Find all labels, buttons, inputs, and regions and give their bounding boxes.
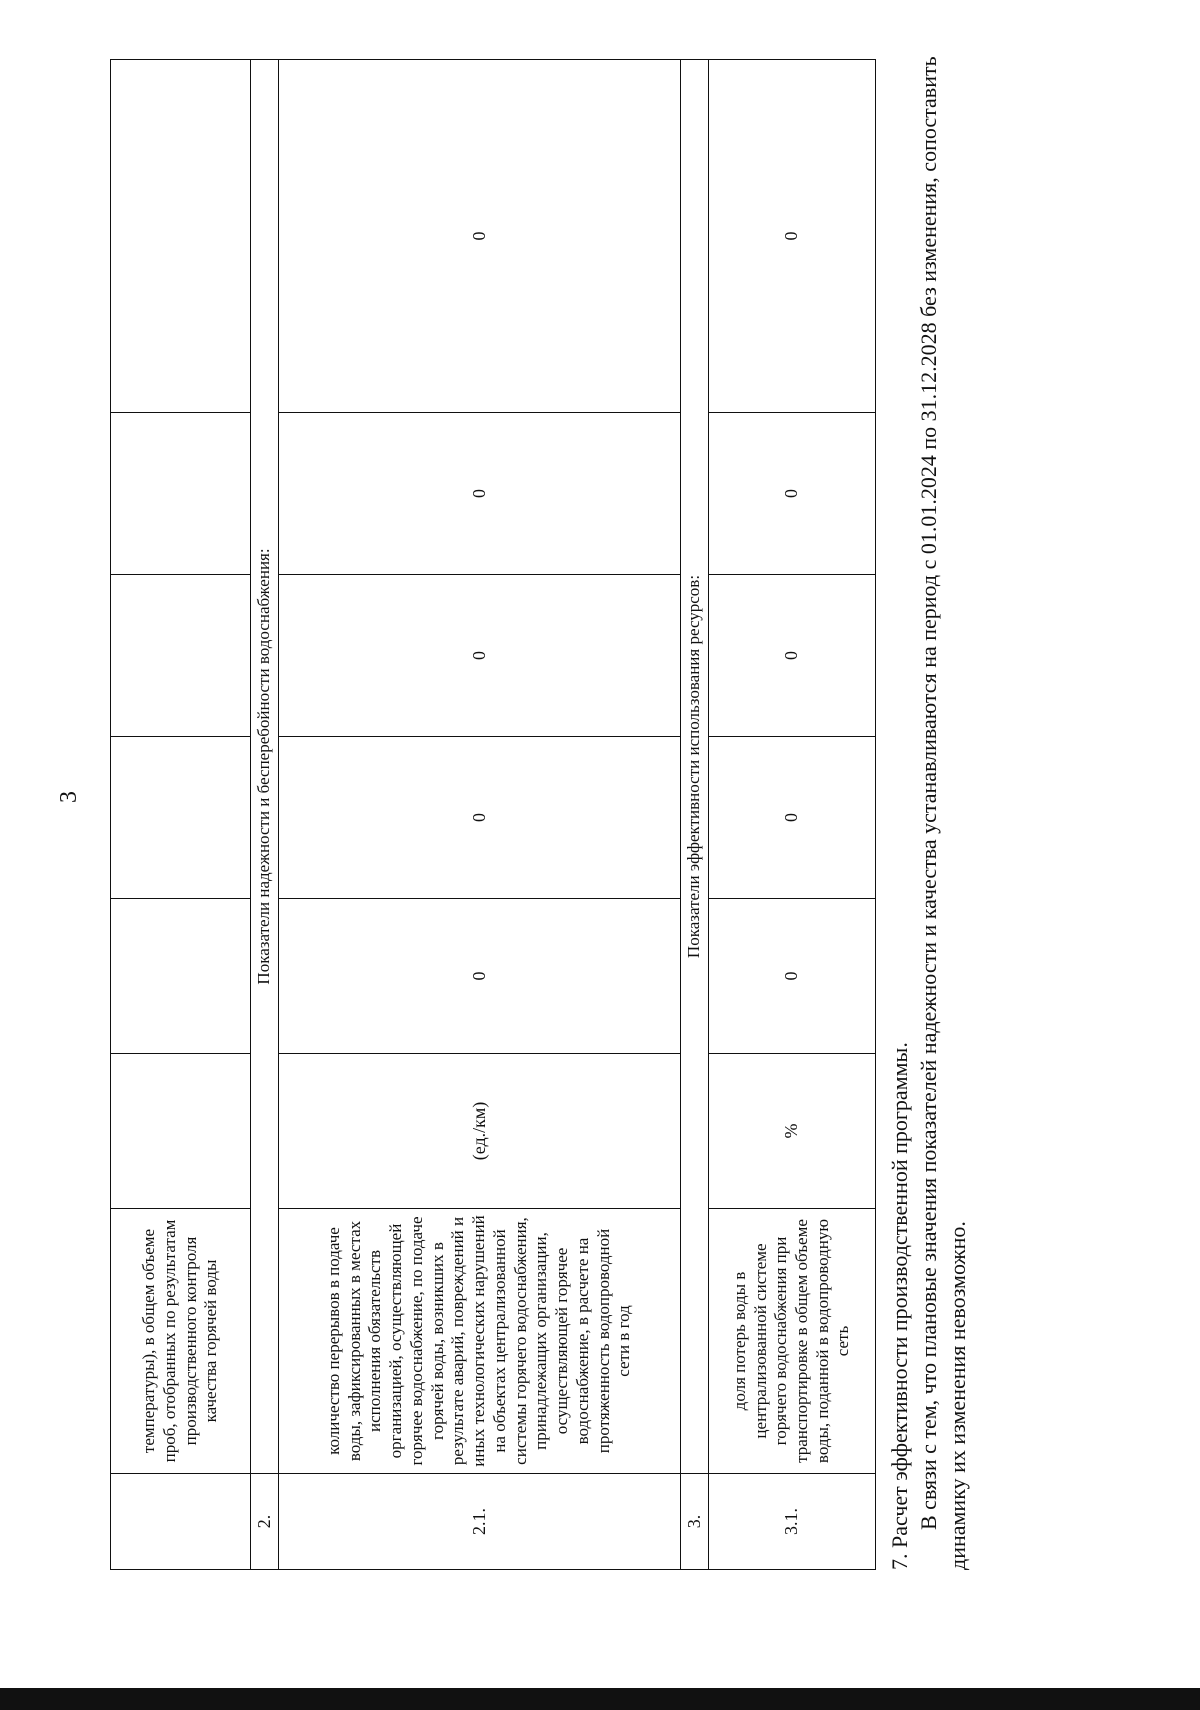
row-3-1-value: 0 xyxy=(709,575,876,737)
page-number: 3 xyxy=(56,791,82,803)
row-2-1-label: количество перерывов в подаче воды, зафиксированных в местах исполнения обязательств организацией, осуществляющей горячее водоснабжение, по подаче горячей воды, возникших в результате аварий, повреждений и иных технологических нарушений на объектах централизованной системы горячего водоснабжения, принадлежащих организации, осуществляющей горячее водоснабжение, в расчете на протяженность водопроводной сети в год xyxy=(279,1209,681,1474)
row-3-1-number: 3.1. xyxy=(709,1474,876,1570)
scan-border xyxy=(0,1688,1200,1710)
row-2-1-number: 2.1. xyxy=(279,1474,681,1570)
row-3-1 xyxy=(709,60,876,1570)
notes-paragraph: В связи с тем, что плановые значения показателей надежности и качества устанавливаются на период с 01.01.2024 по 31.12.2028 без изменения, сопоставить динамику их изменения невозможно. xyxy=(916,56,971,1570)
row-3-1-value: 0 xyxy=(709,413,876,575)
table-row-top xyxy=(111,60,251,1570)
section-3-title: Показатели эффективности использования ресурсов: xyxy=(681,60,709,1474)
row-3-1-label: доля потерь воды в централизованной системе горячего водоснабжения при транспортировке в общем объеме воды, поданной в водопроводную сеть xyxy=(709,1209,876,1474)
row-2-1-value: 0 xyxy=(279,575,681,737)
top-row-num-cell xyxy=(111,1474,251,1570)
rotated-sheet xyxy=(110,50,971,1570)
top-row-value-cell xyxy=(111,60,251,413)
row-3-1-unit: % xyxy=(709,1054,876,1209)
item-7-heading: 7. Расчет эффективности производственной программы. xyxy=(887,1042,912,1570)
row-3-1-value: 0 xyxy=(709,737,876,899)
indicators-table xyxy=(110,59,876,1570)
section-2-row xyxy=(251,60,279,1570)
row-2-1-unit: (ед./км) xyxy=(279,1054,681,1209)
section-3-number: 3. xyxy=(681,1474,709,1570)
row-2-1-value: 0 xyxy=(279,899,681,1054)
row-3-1-value: 0 xyxy=(709,899,876,1054)
top-row-value-cell xyxy=(111,899,251,1054)
section-2-number: 2. xyxy=(251,1474,279,1570)
top-row-value-cell xyxy=(111,413,251,575)
row-2-1-value: 0 xyxy=(279,60,681,413)
row-3-1-value: 0 xyxy=(709,60,876,413)
row-2-1 xyxy=(279,60,681,1570)
notes-section xyxy=(885,50,972,1570)
top-row-value-cell xyxy=(111,737,251,899)
top-row-value-cell xyxy=(111,575,251,737)
top-row-label: температуры), в общем объеме проб, отобранных по результатам производственного контроля качества горячей воды xyxy=(111,1209,251,1474)
top-row-unit-cell xyxy=(111,1054,251,1209)
section-3-row xyxy=(681,60,709,1570)
section-2-title: Показатели надежности и бесперебойности водоснабжения: xyxy=(251,60,279,1474)
row-2-1-value: 0 xyxy=(279,413,681,575)
row-2-1-value: 0 xyxy=(279,737,681,899)
